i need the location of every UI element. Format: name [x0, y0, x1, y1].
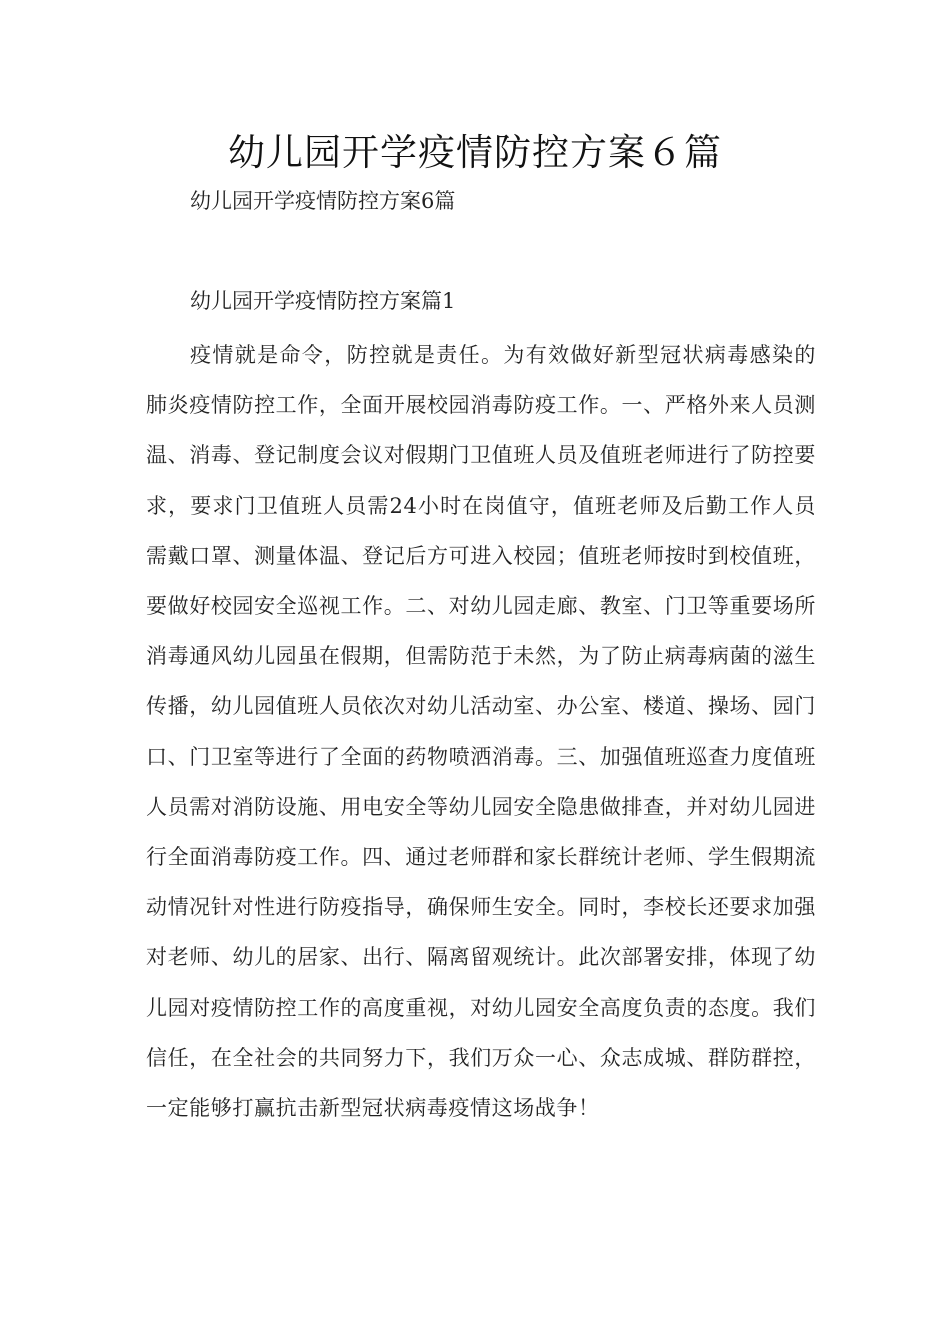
body-paragraph: 疫情就是命令，防控就是责任。为有效做好新型冠状病毒感染的肺炎疫情防控工作，全面开展校园消毒防疫工作。一、严格外来人员测温、消毒、登记制度会议对假期门卫值班人员及值班老师进行了防控要求，要求门卫值班人员需24小时在岗值守，值班老师及后勤工作人员需戴口罩、测量体温、登记后方可进入校园；值班老师按时到校值班，要做好校园安全巡视工作。二、对幼儿园走廊、教室、门卫等重要场所消毒通风幼儿园虽在假期，但需防范于未然，为了防止病毒病菌的滋生传播，幼儿园值班人员依次对幼儿活动室、办公室、楼道、操场、园门口、门卫室等进行了全面的药物喷洒消毒。三、加强值班巡查力度值班人员需对消防设施、用电安全等幼儿园安全隐患做排查，并对幼儿园进行全面消毒防疫工作。四、通过老师群和家长群统计老师、学生假期流动情况针对性进行防疫指导，确保师生安全。同时，李校长还要求加强对老师、幼儿的居家、出行、隔离留观统计。此次部署安排，体现了幼儿园对疫情防控工作的高度重视，对幼儿园安全高度负责的态度。我们信任，在全社会的共同努力下，我们万众一心、众志成城、群防群控，一定能够打赢抗击新型冠状病毒疫情这场战争！	[146, 343, 816, 1121]
document-title: 幼儿园开学疫情防控方案６篇	[228, 131, 722, 174]
document-subtitle: 幼儿园开学疫情防控方案6篇	[190, 189, 456, 213]
section-heading: 幼儿园开学疫情防控方案篇1	[190, 289, 456, 313]
